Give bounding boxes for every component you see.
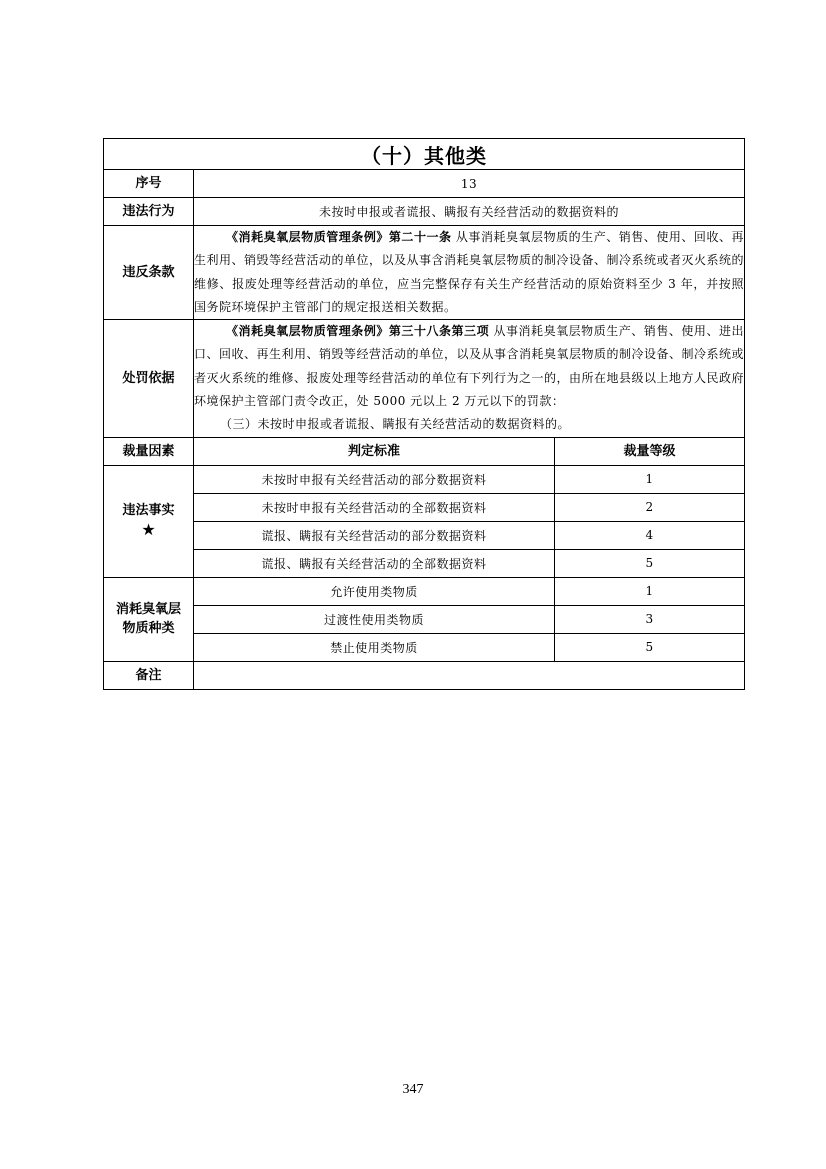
table-title: （十）其他类	[104, 139, 745, 170]
factor-header: 裁量因素	[104, 437, 194, 465]
violation-behavior-value: 未按时申报或者谎报、瞒报有关经营活动的数据资料的	[194, 198, 745, 226]
star-icon: ★	[141, 520, 156, 540]
table-row: 禁止使用类物质	[194, 633, 555, 661]
penalty-basis-law: 《消耗臭氧层物质管理条例》第三十八条第三项	[226, 324, 490, 339]
penalty-basis-label: 处罚依据	[104, 320, 194, 437]
remarks-label: 备注	[104, 661, 194, 689]
level-cell: 1	[555, 465, 745, 493]
page-number: 347	[402, 1082, 424, 1097]
table-row: 谎报、瞒报有关经营活动的部分数据资料	[194, 521, 555, 549]
criteria-header: 判定标准	[194, 437, 555, 465]
level-cell: 5	[555, 633, 745, 661]
violation-behavior-label: 违法行为	[104, 198, 194, 226]
level-cell: 5	[555, 549, 745, 577]
violated-provision-label: 违反条款	[104, 226, 194, 320]
level-cell: 2	[555, 493, 745, 521]
table-row: 未按时申报有关经营活动的部分数据资料	[194, 465, 555, 493]
violated-provision-text	[194, 226, 745, 320]
penalty-basis-text	[194, 320, 745, 437]
serial-value: 13	[194, 170, 745, 198]
substance-group-label	[104, 577, 194, 661]
level-header: 裁量等级	[555, 437, 745, 465]
violated-provision-law: 《消耗臭氧层物质管理条例》第二十一条	[226, 230, 452, 244]
level-cell: 1	[555, 577, 745, 605]
penalty-basis-item: （三）未按时申报或者谎报、瞒报有关经营活动的数据资料的。	[220, 417, 571, 432]
facts-group-label-text: 违法事实	[122, 503, 175, 519]
table-row: 谎报、瞒报有关经营活动的全部数据资料	[194, 549, 555, 577]
substance-group-label-line1: 消耗臭氧层	[115, 602, 181, 618]
table-row: 未按时申报有关经营活动的全部数据资料	[194, 493, 555, 521]
substance-group-label-line2: 物质种类	[122, 621, 175, 637]
discretion-table	[103, 138, 745, 690]
table-row: 允许使用类物质	[194, 577, 555, 605]
level-cell: 4	[555, 521, 745, 549]
facts-group-label	[104, 465, 194, 577]
table-row: 过渡性使用类物质	[194, 605, 555, 633]
penalty-basis-body: 从事消耗臭氧层物质生产、销售、使用、进出口、回收、再生利用、销毁等经营活动的单位，以及从事含消耗臭氧层物质的制冷设备、制冷系统或者灭火系统的维修、报废处理等经营活动的单位有下列行为之一的，由所在地县级以上地方人民政府环境保护主管部门责令改正，处 5000 元以上 2 万元以下的罚款：	[194, 324, 745, 409]
violated-provision-body: 从事消耗臭氧层物质的生产、销售、使用、回收、再生利用、销毁等经营活动的单位，以及从事含消耗臭氧层物质的制冷设备、制冷系统或者灭火系统的维修、报废处理等经营活动的单位，应当完整保存有关生产经营活动的原始资料至少 3 年，并按照国务院环境保护主管部门的规定报送相关数据。	[194, 230, 745, 314]
serial-label: 序号	[104, 170, 194, 198]
level-cell: 3	[555, 605, 745, 633]
remarks-value	[194, 661, 745, 689]
